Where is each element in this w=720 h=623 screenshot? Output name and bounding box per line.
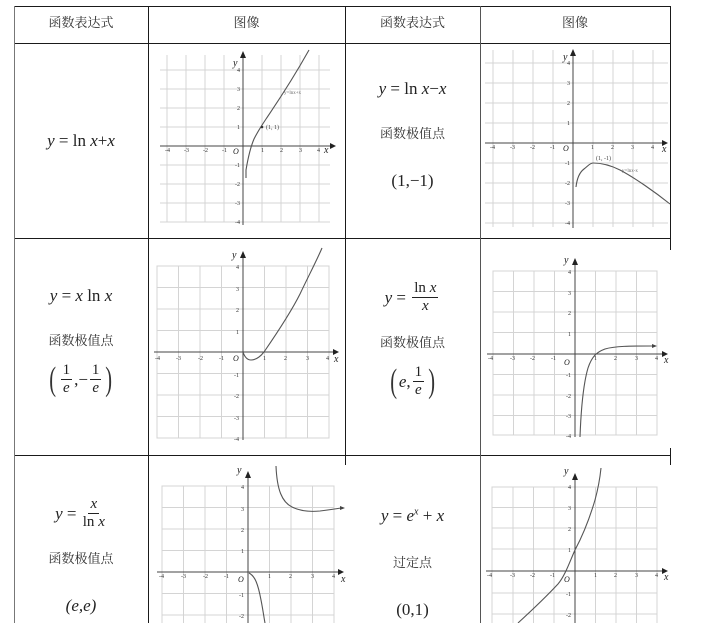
svg-text:-1: -1 xyxy=(551,356,556,362)
x-axis-label: x xyxy=(662,144,667,155)
extremum-label: 函数极值点 xyxy=(379,335,445,351)
svg-text:-4: -4 xyxy=(159,574,164,580)
minus: − xyxy=(78,370,88,389)
svg-text:2: 2 xyxy=(289,574,292,580)
svg-text:-1: -1 xyxy=(566,373,571,379)
svg-text:-2: -2 xyxy=(530,356,535,362)
svg-text:4: 4 xyxy=(326,356,329,362)
svg-text:4: 4 xyxy=(236,265,239,271)
svg-text:-3: -3 xyxy=(235,201,240,207)
y-axis-label: y xyxy=(564,466,569,477)
extremum-label: 函数极值点 xyxy=(48,333,114,349)
svg-text:-2: -2 xyxy=(566,613,571,619)
extremum-label: 函数极值点 xyxy=(48,552,114,567)
svg-text:-4: -4 xyxy=(234,437,239,443)
svg-text:1: 1 xyxy=(261,148,264,154)
origin-label: O xyxy=(564,575,570,584)
var-y: y xyxy=(380,506,389,525)
eq: = xyxy=(388,506,407,525)
svg-text:1: 1 xyxy=(594,573,597,579)
svg-text:3: 3 xyxy=(568,506,571,512)
svg-text:-1: -1 xyxy=(234,373,239,379)
svg-text:-2: -2 xyxy=(565,181,570,187)
header-expression-2: 函数表达式 xyxy=(379,15,445,31)
eq: = ln xyxy=(54,131,91,150)
svg-text:4: 4 xyxy=(237,68,240,74)
ln: ln xyxy=(82,514,99,530)
x-axis-label: x xyxy=(664,572,669,583)
y-axis-label: y xyxy=(563,52,568,63)
plus: + xyxy=(97,131,108,150)
svg-text:-2: -2 xyxy=(235,182,240,188)
svg-text:-4: -4 xyxy=(155,356,160,362)
var-x: x xyxy=(438,79,447,98)
left-paren: ( xyxy=(49,360,57,398)
fixed-point-label: 过定点 xyxy=(392,556,432,571)
svg-text:-4: -4 xyxy=(487,573,492,579)
var-x: x xyxy=(107,131,115,150)
x-axis-label: x xyxy=(334,354,339,365)
svg-text:-2: -2 xyxy=(234,394,239,400)
svg-text:3: 3 xyxy=(306,356,309,362)
svg-text:3: 3 xyxy=(568,291,571,297)
fixed-point: (0,1) xyxy=(396,600,429,619)
eq: = xyxy=(392,287,411,307)
svg-text:-3: -3 xyxy=(565,201,570,207)
denominator: e xyxy=(92,380,99,396)
svg-text:4: 4 xyxy=(568,485,571,491)
svg-text:-2: -2 xyxy=(530,573,535,579)
origin-label: O xyxy=(564,358,570,367)
svg-text:-3: -3 xyxy=(176,356,181,362)
svg-text:-1: -1 xyxy=(219,356,224,362)
extremum-point: (1,−1) xyxy=(391,171,434,190)
plus: + xyxy=(418,506,437,525)
svg-text:4: 4 xyxy=(655,573,658,579)
svg-text:-4: -4 xyxy=(490,145,495,151)
comma: , xyxy=(406,372,411,391)
svg-text:4: 4 xyxy=(241,485,244,491)
svg-text:-3: -3 xyxy=(566,414,571,420)
denominator: x xyxy=(421,297,429,314)
numerator: 1 xyxy=(62,362,71,378)
curve-label: y=lnx-x xyxy=(622,169,638,174)
svg-text:-1: -1 xyxy=(222,148,227,154)
svg-text:-4: -4 xyxy=(488,356,493,362)
svg-text:-3: -3 xyxy=(184,148,189,154)
svg-text:-4: -4 xyxy=(165,148,170,154)
var-x: x xyxy=(98,514,105,530)
svg-text:3: 3 xyxy=(236,287,239,293)
var-e: e xyxy=(398,372,407,391)
svg-text:2: 2 xyxy=(236,308,239,314)
comma: , xyxy=(74,370,79,389)
var-x: x xyxy=(75,285,83,305)
var-y: y xyxy=(49,285,58,305)
var-y: y xyxy=(378,79,387,98)
y-axis-label: y xyxy=(232,250,237,261)
curve xyxy=(518,468,601,623)
ln: ln xyxy=(414,279,430,296)
right-paren: ) xyxy=(428,362,436,400)
y-axis-label: y xyxy=(233,58,238,69)
var-y: y xyxy=(384,287,393,307)
svg-text:2: 2 xyxy=(611,145,614,151)
var-y: y xyxy=(55,504,63,523)
y-arrow-icon xyxy=(572,473,578,480)
svg-text:-1: -1 xyxy=(235,163,240,169)
numerator: x xyxy=(90,496,98,512)
svg-text:1: 1 xyxy=(591,145,594,151)
svg-text:-1: -1 xyxy=(550,573,555,579)
var-x: x xyxy=(429,279,437,296)
origin-label: O xyxy=(563,144,569,153)
svg-text:3: 3 xyxy=(567,81,570,87)
svg-text:4: 4 xyxy=(567,61,570,67)
svg-text:-2: -2 xyxy=(203,574,208,580)
svg-text:2: 2 xyxy=(567,101,570,107)
svg-text:3: 3 xyxy=(635,573,638,579)
svg-text:1: 1 xyxy=(568,548,571,554)
var-x: x xyxy=(436,506,445,525)
svg-text:2: 2 xyxy=(614,573,617,579)
svg-text:-1: -1 xyxy=(550,145,555,151)
y-axis-label: y xyxy=(564,255,569,266)
svg-text:3: 3 xyxy=(299,148,302,154)
svg-text:-3: -3 xyxy=(510,145,515,151)
origin-label: O xyxy=(233,354,239,363)
var-x: x xyxy=(90,131,98,150)
denominator: e xyxy=(62,380,70,396)
svg-text:2: 2 xyxy=(568,311,571,317)
svg-text:-4: -4 xyxy=(566,434,571,440)
svg-text:1: 1 xyxy=(568,332,571,338)
svg-text:-3: -3 xyxy=(510,573,515,579)
svg-text:4: 4 xyxy=(655,356,658,362)
svg-text:2: 2 xyxy=(241,528,244,534)
header-expression-1: 函数表达式 xyxy=(48,15,114,31)
svg-text:3: 3 xyxy=(237,87,240,93)
minus: − xyxy=(429,79,439,98)
svg-text:2: 2 xyxy=(280,148,283,154)
header-graph-2: 图像 xyxy=(561,15,588,31)
header-graph-1: 图像 xyxy=(233,15,260,31)
point-label: (1, 1) xyxy=(266,125,279,131)
svg-text:-2: -2 xyxy=(530,145,535,151)
svg-text:-2: -2 xyxy=(239,614,244,620)
origin-label: O xyxy=(233,147,239,156)
numerator: 1 xyxy=(414,364,423,380)
svg-text:3: 3 xyxy=(241,507,244,513)
svg-text:1: 1 xyxy=(567,121,570,127)
svg-text:3: 3 xyxy=(631,145,634,151)
var-x: x xyxy=(421,79,430,98)
svg-text:2: 2 xyxy=(237,106,240,112)
eq: = xyxy=(57,285,76,305)
svg-text:2: 2 xyxy=(568,527,571,533)
svg-text:-2: -2 xyxy=(198,356,203,362)
svg-text:-3: -3 xyxy=(181,574,186,580)
point-label: (1, -1) xyxy=(596,156,611,162)
svg-text:-2: -2 xyxy=(566,394,571,400)
svg-text:-3: -3 xyxy=(510,356,515,362)
svg-text:1: 1 xyxy=(236,330,239,336)
extremum-label: 函数极值点 xyxy=(379,127,445,142)
exponent-x: x xyxy=(414,506,419,518)
origin-label: O xyxy=(238,575,244,584)
svg-text:4: 4 xyxy=(317,148,320,154)
x-axis-label: x xyxy=(324,145,329,156)
svg-text:3: 3 xyxy=(635,356,638,362)
denominator: e xyxy=(415,382,422,398)
svg-text:-3: -3 xyxy=(234,416,239,422)
svg-text:-4: -4 xyxy=(235,220,240,226)
svg-text:4: 4 xyxy=(651,145,654,151)
svg-text:3: 3 xyxy=(311,574,314,580)
svg-text:4: 4 xyxy=(332,574,335,580)
curve-label: y=lnx+x xyxy=(284,91,302,96)
var-x: x xyxy=(104,285,113,305)
var-y: y xyxy=(47,131,55,150)
ln: ln xyxy=(82,285,105,305)
svg-text:1: 1 xyxy=(268,574,271,580)
numerator: 1 xyxy=(91,362,100,378)
eq: = xyxy=(62,504,81,523)
svg-text:1: 1 xyxy=(594,356,597,362)
svg-text:-1: -1 xyxy=(239,593,244,599)
svg-text:1: 1 xyxy=(241,549,244,555)
right-paren: ) xyxy=(105,360,113,398)
x-axis-label: x xyxy=(664,355,669,366)
svg-text:2: 2 xyxy=(284,356,287,362)
left-paren: ( xyxy=(389,362,397,400)
var-e: e xyxy=(406,506,415,525)
svg-text:1: 1 xyxy=(263,356,266,362)
svg-text:-1: -1 xyxy=(224,574,229,580)
svg-text:1: 1 xyxy=(237,125,240,131)
svg-text:4: 4 xyxy=(568,270,571,276)
extremum-point: (e,e) xyxy=(65,596,97,615)
x-axis-label: x xyxy=(341,574,346,585)
svg-text:-1: -1 xyxy=(566,592,571,598)
svg-text:-1: -1 xyxy=(565,161,570,167)
svg-text:-4: -4 xyxy=(565,221,570,227)
svg-text:2: 2 xyxy=(614,356,617,362)
y-axis-label: y xyxy=(237,465,242,476)
svg-text:-2: -2 xyxy=(203,148,208,154)
eq: = ln xyxy=(386,79,422,98)
